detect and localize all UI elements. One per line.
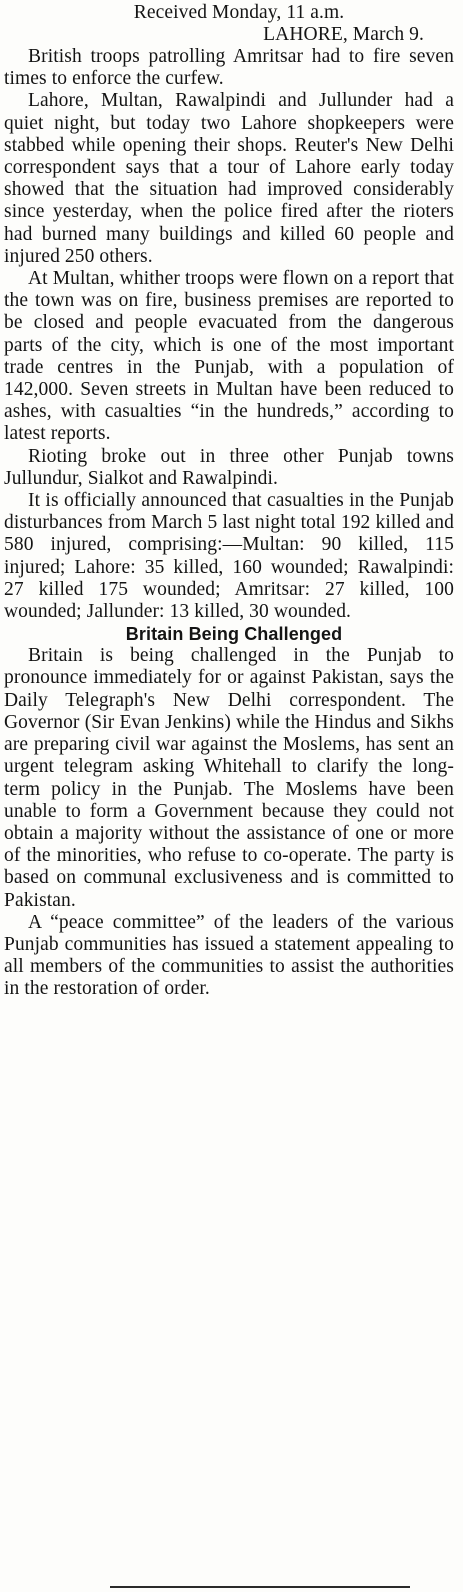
bottom-rule bbox=[110, 1586, 410, 1588]
paragraph-peace-committee: A “peace committee” of the leaders of the various Punjab communities has issued a statement appealing to all members of the communities to assist the authorities in the restoration of order. bbox=[4, 911, 454, 1000]
paragraph-lahore: Lahore, Multan, Rawalpindi and Jullunder had a quiet night, but today two Lahore shopkeepers were stabbed while opening their shops. Reuter's New Delhi correspondent says that a tour of Lahore early today showed that the situation had improved considerably since yesterday, when the police fired after the rioters had burned many buildings and killed 60 people and injured 250 others. bbox=[4, 90, 454, 267]
paragraph-casualties: It is officially announced that casualties in the Punjab disturbances from March 5 last night total 192 killed and 580 injured, comprising:—Multan: 90 killed, 115 injured; Lahore: 35 killed, 160 wounded; Rawalpindi: 27 killed 175 wounded; Amritsar: 27 killed, 100 wounded; Jallunder: 13 killed, 30 wounded. bbox=[4, 490, 454, 623]
paragraph-britain: Britain is being challenged in the Punjab to pronounce immediately for or against Pakistan, says the Daily Telegraph's New Delhi correspondent. The Governor (Sir Evan Jenkins) while the Hindus and Sikhs are preparing civil war against the Moslems, has sent an urgent telegram asking Whitehall to clarify the long-term policy in the Punjab. The Moslems have been unable to form a Government because they could not obtain a majority without the assistance of one or more of the minorities, who refuse to co-operate. The party is based on communal exclusiveness and is committed to Pakistan. bbox=[4, 645, 454, 911]
subheading: Britain Being Challenged bbox=[125, 624, 343, 645]
dateline: LAHORE, March 9. bbox=[263, 24, 424, 45]
news-column bbox=[4, 0, 454, 1001]
paragraph-troops: British troops patrolling Amritsar had to fire seven times to enforce the curfew. bbox=[4, 46, 454, 90]
received-line: Received Monday, 11 a.m. bbox=[133, 2, 345, 23]
paragraph-multan: At Multan, whither troops were flown on a report that the town was on fire, business premises are reported to be closed and people evacuated from the dangerous parts of the city, which is one of the most important trade centres in the Punjab, with a population of 142,000. Seven streets in Multan have been reduced to ashes, with casualties “in the hundreds,” according to latest reports. bbox=[4, 268, 454, 445]
paragraph-rioting: Rioting broke out in three other Punjab towns Jullundur, Sialkot and Rawalpindi. bbox=[4, 445, 454, 489]
